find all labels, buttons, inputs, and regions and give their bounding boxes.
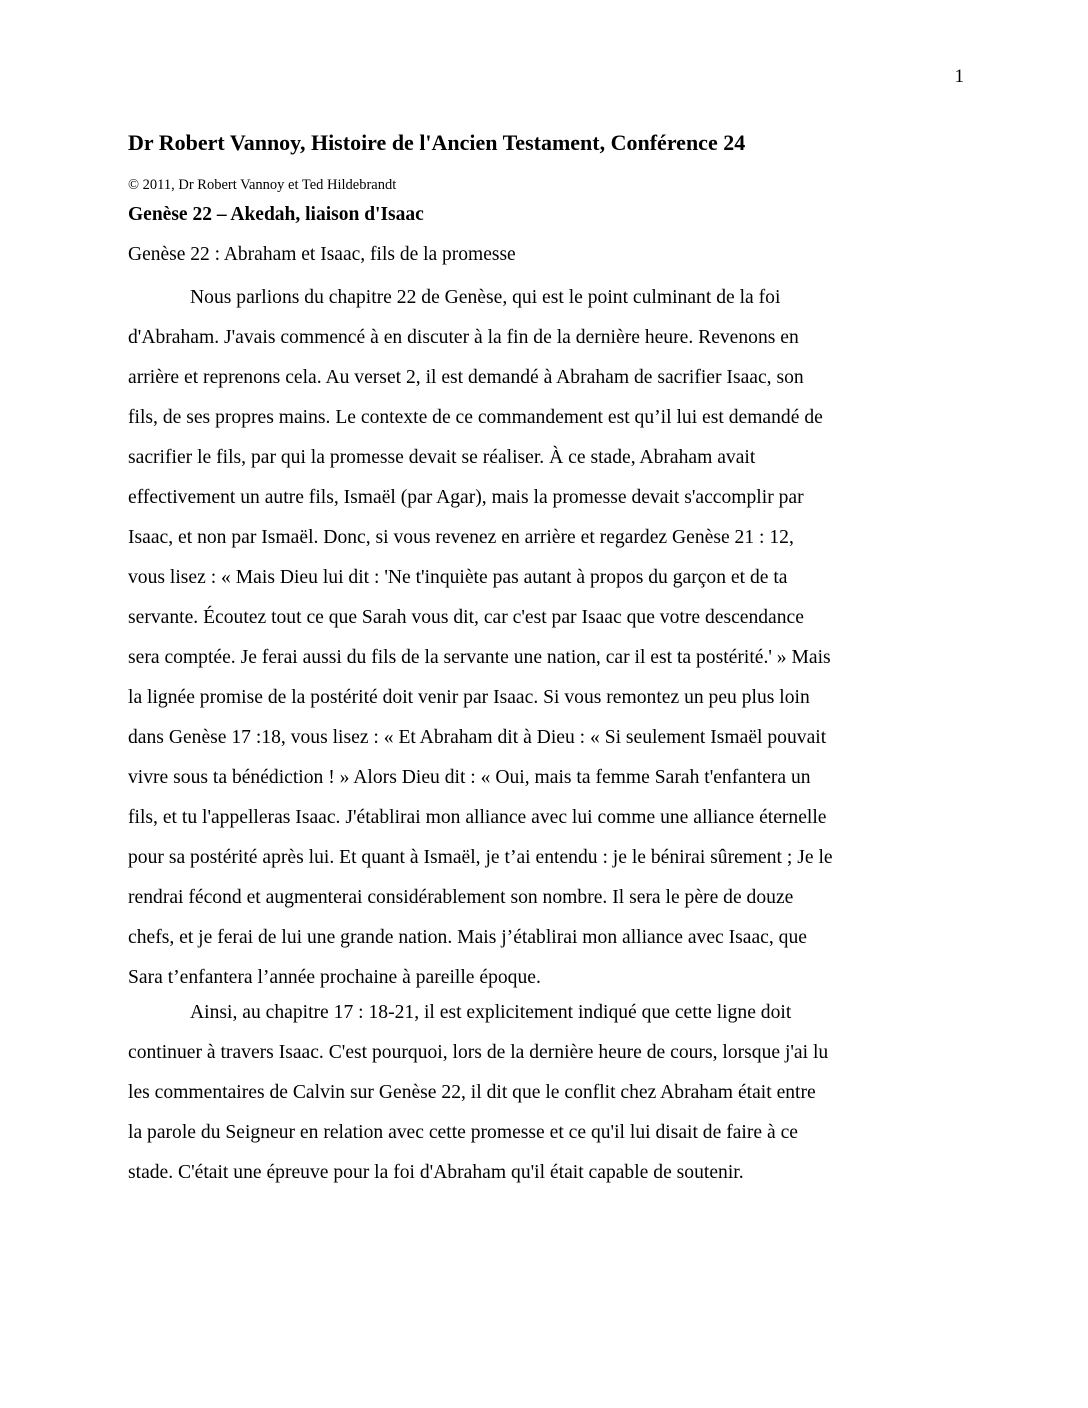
paragraph-line: sera comptée. Je ferai aussi du fils de la servante une nation, car il est ta postérité.' » Mais [128,647,831,668]
section-heading: Genèse 22 : Abraham et Isaac, fils de la promesse [128,244,516,265]
page-number: 1 [954,66,964,87]
paragraph-line: pour sa postérité après lui. Et quant à Ismaël, je t’ai entendu : je le bénirai sûrement ; Je le [128,847,833,868]
paragraph-line: la lignée promise de la postérité doit venir par Isaac. Si vous remontez un peu plus loin [128,687,810,708]
document-title: Dr Robert Vannoy, Histoire de l'Ancien Testament, Conférence 24 [128,130,746,155]
copyright-notice: © 2011, Dr Robert Vannoy et Ted Hildebrandt [128,177,397,193]
paragraph-line: fils, et tu l'appelleras Isaac. J'établirai mon alliance avec lui comme une alliance éternelle [128,807,827,828]
paragraph-line: Ainsi, au chapitre 17 : 18-21, il est explicitement indiqué que cette ligne doit [190,1002,792,1023]
paragraph-line: arrière et reprenons cela. Au verset 2, il est demandé à Abraham de sacrifier Isaac, son [128,367,804,388]
paragraph-line: chefs, et je ferai de lui une grande nation. Mais j’établirai mon alliance avec Isaac, que [128,927,807,948]
paragraph-line: Isaac, et non par Ismaël. Donc, si vous revenez en arrière et regardez Genèse 21 : 12, [128,527,794,548]
paragraph-line: sacrifier le fils, par qui la promesse devait se réaliser. À ce stade, Abraham avait [128,447,756,468]
paragraph-line: Nous parlions du chapitre 22 de Genèse, qui est le point culminant de la foi [190,287,781,308]
paragraph-line: fils, de ses propres mains. Le contexte de ce commandement est qu’il lui est demandé de [128,407,823,428]
paragraph-line: continuer à travers Isaac. C'est pourquoi, lors de la dernière heure de cours, lorsque j'ai lu [128,1042,829,1063]
paragraph-line: stade. C'était une épreuve pour la foi d'Abraham qu'il était capable de soutenir. [128,1162,744,1183]
paragraph-line: d'Abraham. J'avais commencé à en discuter à la fin de la dernière heure. Revenons en [128,327,799,348]
paragraph-line: dans Genèse 17 :18, vous lisez : « Et Abraham dit à Dieu : « Si seulement Ismaël pouvait [128,727,827,748]
paragraph-line: vivre sous ta bénédiction ! » Alors Dieu dit : « Oui, mais ta femme Sarah t'enfantera un [128,767,811,788]
paragraph-1 [128,278,968,998]
paragraph-line: les commentaires de Calvin sur Genèse 22, il dit que le conflit chez Abraham était entre [128,1082,816,1103]
paragraph-2 [128,993,968,1193]
paragraph-line: Sara t’enfantera l’année prochaine à pareille époque. [128,967,541,988]
paragraph-line: rendrai fécond et augmenterai considérablement son nombre. Il sera le père de douze [128,887,794,908]
lecture-subtitle: Genèse 22 – Akedah, liaison d'Isaac [128,204,424,225]
paragraph-line: servante. Écoutez tout ce que Sarah vous dit, car c'est par Isaac que votre descendance [128,607,804,628]
paragraph-line: la parole du Seigneur en relation avec cette promesse et ce qu'il lui disait de faire à ce [128,1122,798,1143]
paragraph-line: vous lisez : « Mais Dieu lui dit : 'Ne t'inquiète pas autant à propos du garçon et de ta [128,567,788,588]
paragraph-line: effectivement un autre fils, Ismaël (par Agar), mais la promesse devait s'accomplir par [128,487,804,508]
